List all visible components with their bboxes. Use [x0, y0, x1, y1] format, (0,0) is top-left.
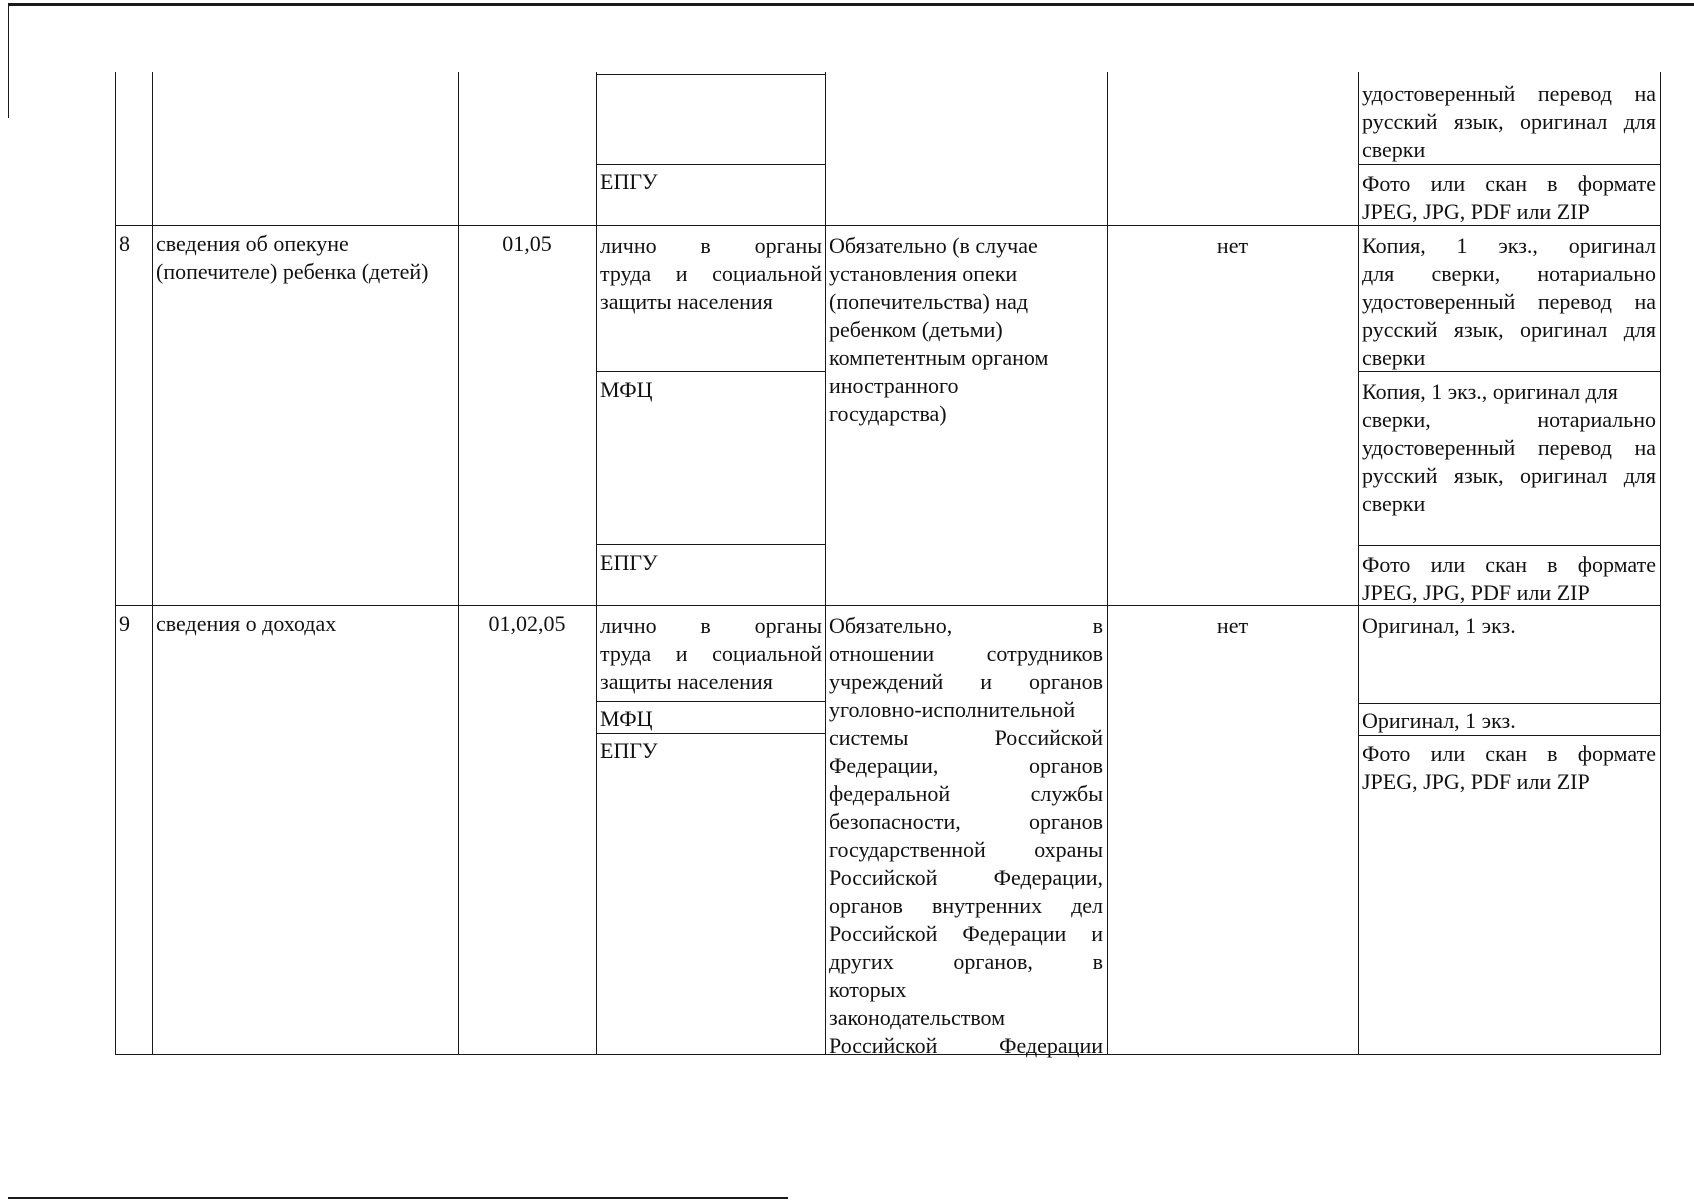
table-border-left — [115, 72, 116, 1055]
form-subdivider — [1358, 735, 1660, 736]
form-line: сверки — [1362, 137, 1426, 162]
form-cell — [1362, 378, 1656, 518]
condition-line: Российской Федерации — [829, 1033, 1103, 1058]
form-cell — [1362, 551, 1656, 607]
channel-line: защиты населения — [600, 669, 773, 694]
condition-line: которых — [829, 977, 907, 1002]
form-line: сверки — [1362, 345, 1426, 370]
condition-line: уголовно-исполнительной — [829, 697, 1076, 722]
channel-line: лично в органы — [600, 233, 822, 258]
row-number: 9 — [119, 611, 130, 636]
channel-subdivider — [596, 544, 825, 545]
channel-line: защиты населения — [600, 289, 773, 314]
form-line: Фото или скан в формате — [1362, 552, 1656, 577]
condition-line: системы Российской — [829, 725, 1103, 750]
form-cell — [1362, 740, 1656, 796]
channel-epgu: ЕПГУ — [600, 550, 658, 575]
form-subdivider — [1358, 164, 1660, 165]
document-name-line: сведения об опекуне — [156, 231, 349, 256]
condition-line: органов внутренних дел — [829, 893, 1103, 918]
channel-line: труда и социальной — [600, 261, 822, 286]
channel-subdivider — [596, 371, 825, 372]
form-value: Оригинал, 1 экз. — [1362, 613, 1516, 638]
condition-line: Обязательно (в случае — [829, 233, 1038, 258]
column-6-value: нет — [1216, 613, 1249, 638]
condition-line: законодательством — [829, 1005, 1006, 1030]
condition-line: Обязательно, в — [829, 613, 1103, 638]
channel-line: лично в органы — [600, 613, 822, 638]
form-subdivider — [1358, 545, 1660, 546]
condition-line: установления опеки — [829, 261, 1018, 286]
column-divider-6 — [1358, 72, 1359, 1055]
condition-cell — [829, 232, 1103, 428]
form-line: удостоверенный перевод на — [1362, 435, 1656, 460]
channel-mfc: МФЦ — [600, 377, 653, 402]
form-line: русский язык, оригинал для — [1362, 317, 1656, 342]
form-line: Копия, 1 экз., оригинал — [1362, 233, 1656, 258]
channel-subdivider — [596, 733, 825, 734]
form-cell — [1362, 170, 1656, 198]
form-line: JPEG, JPG, PDF или ZIP — [1362, 580, 1590, 605]
form-line: Копия, 1 экз., оригинал для — [1362, 379, 1618, 404]
form-subdivider — [1358, 703, 1660, 704]
form-line: русский язык, оригинал для — [1362, 109, 1656, 134]
document-name: сведения о доходах — [156, 611, 337, 636]
form-value: Оригинал, 1 экз. — [1362, 708, 1516, 733]
column-6-value: нет — [1216, 233, 1249, 258]
column-divider-4 — [825, 72, 826, 1055]
category-code: 01,05 — [502, 231, 552, 256]
condition-line: федеральной службы — [829, 781, 1103, 806]
condition-line: государства) — [829, 401, 947, 426]
channel-cell-top — [596, 74, 825, 75]
form-line: Фото или скан в формате — [1362, 171, 1656, 196]
row-number: 8 — [119, 231, 130, 256]
form-line: JPEG, JPG, PDF или ZIP — [1362, 199, 1590, 224]
condition-line: других органов, в — [829, 949, 1103, 974]
condition-line: Российской Федерации и — [829, 921, 1103, 946]
condition-line: государственной охраны — [829, 837, 1103, 862]
condition-line: Федерации, органов — [829, 753, 1103, 778]
form-line: удостоверенный перевод на — [1362, 81, 1656, 106]
form-line: для сверки, нотариально — [1362, 261, 1656, 286]
table-border-right — [1660, 72, 1661, 1055]
form-line: Фото или скан в формате — [1362, 741, 1656, 766]
condition-line: безопасности, органов — [829, 809, 1103, 834]
document-name-line: (попечителе) ребенка (детей) — [156, 259, 429, 284]
category-code: 01,02,05 — [488, 611, 566, 636]
form-line: сверки — [1362, 491, 1426, 516]
condition-line: иностранного — [829, 373, 959, 398]
form-cell — [1362, 232, 1656, 372]
condition-line: отношении сотрудников — [829, 641, 1103, 666]
column-divider-1 — [152, 72, 153, 1055]
condition-line: (попечительства) над — [829, 289, 1029, 314]
condition-line: Российской Федерации, — [829, 865, 1103, 890]
form-line: удостоверенный перевод на — [1362, 289, 1656, 314]
channel-subdivider — [596, 701, 825, 702]
column-divider-5 — [1107, 72, 1108, 1055]
channel-line: труда и социальной — [600, 641, 822, 666]
form-cell — [1362, 80, 1656, 108]
form-cell — [1362, 108, 1656, 136]
condition-line: учреждений и органов — [829, 669, 1103, 694]
condition-line: компетентным органом — [829, 345, 1049, 370]
channel-subdivider — [596, 164, 825, 165]
column-divider-2 — [458, 72, 459, 1055]
condition-line: ребенком (детьми) — [829, 317, 1003, 342]
form-line: сверки, нотариально — [1362, 407, 1656, 432]
form-line: JPEG, JPG, PDF или ZIP — [1362, 769, 1590, 794]
condition-cell — [829, 612, 1103, 1060]
channel-mfc: МФЦ — [600, 706, 653, 731]
column-divider-3 — [596, 72, 597, 1055]
form-line: русский язык, оригинал для — [1362, 463, 1656, 488]
channel-epgu: ЕПГУ — [600, 169, 658, 194]
channel-epgu: ЕПГУ — [600, 738, 658, 763]
